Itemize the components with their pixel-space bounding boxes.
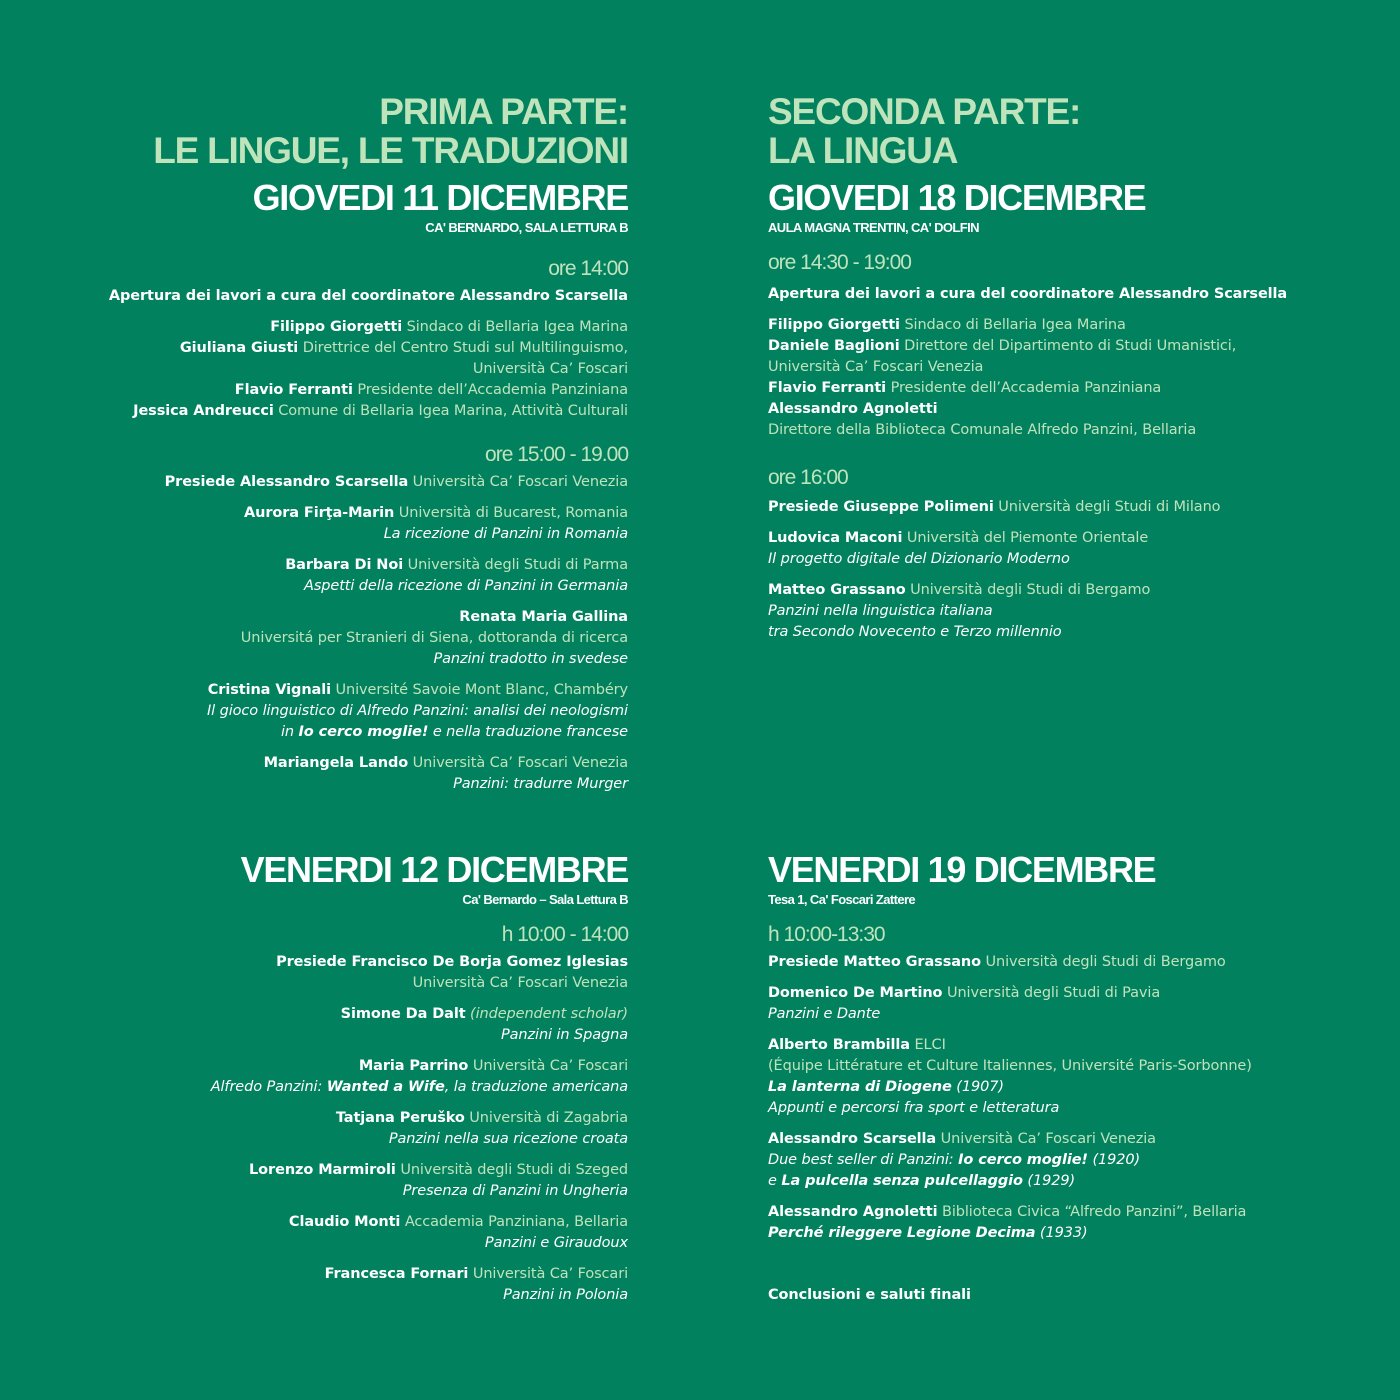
text: (1920) <box>1087 1152 1141 1168</box>
talk-item <box>211 1108 628 1150</box>
part-two-section <box>768 92 1287 643</box>
talk-item <box>768 1202 1252 1244</box>
text: in <box>280 724 299 740</box>
text: Due best seller di Panzini: <box>768 1152 959 1168</box>
talk-item <box>109 607 628 670</box>
talk-title: Panzini e Giraudoux <box>484 1235 628 1251</box>
talk-item <box>211 1056 628 1098</box>
part-two-title <box>768 92 1287 170</box>
chair-name: Presiede Alessandro Scarsella <box>164 474 409 490</box>
session-time: h 10:00-13:30 <box>768 923 885 946</box>
book-title: Wanted a Wife <box>326 1079 445 1095</box>
opening-block <box>109 286 628 422</box>
affiliation-cont: Università Ca’ Foscari Venezia <box>768 359 984 375</box>
text: (1933) <box>1035 1225 1088 1241</box>
speaker-name: Claudio Monti <box>288 1214 401 1230</box>
talk-item <box>768 983 1252 1025</box>
speaker-name: Daniele Baglioni <box>768 338 900 354</box>
speaker-name: Tatjana Peruško <box>335 1110 465 1126</box>
opening-text: Apertura dei lavori a cura del coordinatore Alessandro Scarsella <box>108 288 628 304</box>
talk-title: La ricezione di Panzini in Romania <box>383 526 628 542</box>
talk-item <box>768 1129 1252 1192</box>
session-time: ore 15:00 - 19.00 <box>485 443 628 466</box>
talk-title: Il gioco linguistico di Alfredo Panzini: analisi dei neologismi <box>207 703 628 719</box>
talk-item <box>109 680 628 743</box>
talk-item <box>211 1264 628 1306</box>
part-one-title-line2: LE LINGUE, LE TRADUZIONI <box>153 130 628 171</box>
affiliation: Sindaco di Bellaria Igea Marina <box>904 317 1126 333</box>
day-fri-12-section <box>211 850 628 1306</box>
affiliation: Biblioteca Civica “Alfredo Panzini”, Bellaria <box>941 1204 1247 1220</box>
talk-item <box>768 1035 1252 1119</box>
book-title: La pulcella senza pulcellaggio <box>781 1173 1023 1189</box>
speaker-name: Renata Maria Gallina <box>459 609 628 625</box>
day-heading-thu-18: GIOVEDI 18 DICEMBRE <box>768 177 1146 218</box>
talk-title-cont: tra Secondo Novecento e Terzo millennio <box>768 624 1062 640</box>
part-two-title-line2: LA LINGUA <box>768 130 958 171</box>
talk-item <box>211 1004 628 1046</box>
chair-item <box>768 952 1252 973</box>
talk-title: Panzini nella linguistica italiana <box>768 603 993 619</box>
affiliation: Universitá per Stranieri di Siena, dottoranda di ricerca <box>240 630 628 646</box>
speaker-name: Alessandro Agnoletti <box>768 401 938 417</box>
talk-title: Presenza di Panzini in Ungheria <box>402 1183 628 1199</box>
speaker-name: Filippo Giorgetti <box>270 319 403 335</box>
affiliation: Università degli Studi di Pavia <box>946 985 1161 1001</box>
text: , la traduzione americana <box>444 1079 628 1095</box>
book-title: La lanterna di Diogene <box>768 1079 952 1095</box>
talk-item <box>109 555 628 597</box>
affiliation-cont: Università Ca’ Foscari <box>472 361 628 377</box>
speaker-name: Alessandro Agnoletti <box>768 1204 938 1220</box>
greeting-item <box>109 317 628 338</box>
speaker-name: Giuliana Giusti <box>179 340 299 356</box>
talk-item <box>768 528 1287 570</box>
venue: Ca' Bernardo – Sala Lettura B <box>462 892 628 907</box>
speaker-name: Cristina Vignali <box>207 682 331 698</box>
affiliation: Università degli Studi di Milano <box>998 499 1221 515</box>
affiliation: Università degli Studi di Bergamo <box>910 582 1151 598</box>
speaker-name: Maria Parrino <box>358 1058 469 1074</box>
book-title: Io cerco moglie! <box>298 724 429 740</box>
speaker-name: Filippo Giorgetti <box>768 317 900 333</box>
speaker-name: Alessandro Scarsella <box>768 1131 937 1147</box>
talk-title-cont <box>109 722 628 743</box>
text: (1907) <box>951 1079 1004 1095</box>
session-time: ore 14:30 - 19:00 <box>768 251 911 274</box>
affiliation: Università di Bucarest, Romania <box>398 505 628 521</box>
talk-title: Panzini in Spagna <box>501 1027 628 1043</box>
part-one-title-line1: PRIMA PARTE: <box>379 91 628 132</box>
affiliation: Presidente dell’Accademia Panziniana <box>890 380 1162 396</box>
affiliation: Università Ca’ Foscari <box>472 1266 628 1282</box>
talk-title: Aspetti della ricezione di Panzini in Germania <box>304 578 628 594</box>
speaker-name: Francesca Fornari <box>324 1266 469 1282</box>
day-heading-fri-12: VENERDI 12 DICEMBRE <box>240 849 628 890</box>
speaker-name: Flavio Ferranti <box>234 382 353 398</box>
greeting-item <box>768 336 1287 357</box>
closing-text: Conclusioni e saluti finali <box>768 1287 971 1303</box>
talk-title <box>768 1150 1252 1171</box>
session-time: h 10:00 - 14:00 <box>501 923 628 946</box>
affiliation: Comune di Bellaria Igea Marina, Attività Culturali <box>278 403 628 419</box>
session-time: ore 16:00 <box>768 466 848 489</box>
affiliation: Direttrice del Centro Studi sul Multilinguismo, <box>302 340 628 356</box>
affiliation: Università degli Studi di Bergamo <box>985 954 1226 970</box>
talk-title <box>211 1077 628 1098</box>
affiliation: Università Ca’ Foscari Venezia <box>412 975 628 991</box>
text: (1929) <box>1022 1173 1075 1189</box>
speaker-name: Barbara Di Noi <box>285 557 404 573</box>
greeting-item <box>109 380 628 401</box>
talk-item <box>211 1212 628 1254</box>
affiliation: ELCI <box>914 1037 946 1053</box>
venue: Tesa 1, Ca' Foscari Zattere <box>768 892 916 907</box>
affiliation: Università degli Studi di Szeged <box>400 1162 628 1178</box>
affiliation: Direttore della Biblioteca Comunale Alfredo Panzini, Bellaria <box>768 422 1197 438</box>
part-one-title <box>109 92 628 170</box>
talk-title: Il progetto digitale del Dizionario Moderno <box>768 551 1070 567</box>
affiliation: (independent scholar) <box>470 1006 628 1022</box>
chair-item <box>768 497 1287 518</box>
chair-item <box>109 472 628 493</box>
greeting-item <box>109 401 628 422</box>
talks-block <box>109 472 628 795</box>
day-heading-thu-11: GIOVEDI 11 DICEMBRE <box>252 177 628 218</box>
greeting-item <box>768 378 1287 399</box>
talks-block <box>768 952 1252 1306</box>
book-title: Io cerco moglie! <box>958 1152 1088 1168</box>
opening-text: Apertura dei lavori a cura del coordinatore Alessandro Scarsella <box>768 286 1288 302</box>
part-one-section <box>109 92 628 795</box>
talk-title: Panzini: tradurre Murger <box>453 776 628 792</box>
speaker-name: Ludovica Maconi <box>768 530 903 546</box>
talk-item <box>109 753 628 795</box>
opening-block <box>768 284 1287 441</box>
talk-title-cont: Appunti e percorsi fra sport e letteratura <box>768 1100 1060 1116</box>
speaker-name: Simone Da Dalt <box>340 1006 466 1022</box>
greeting-item <box>768 315 1287 336</box>
text: e <box>768 1173 782 1189</box>
talk-title: Panzini in Polonia <box>503 1287 628 1303</box>
chair-name: Presiede Giuseppe Polimeni <box>768 499 994 515</box>
talk-title <box>768 1223 1252 1244</box>
book-title: Perché rileggere Legione Decima <box>768 1225 1036 1241</box>
affiliation: Università di Zagabria <box>469 1110 628 1126</box>
talk-item <box>768 580 1287 643</box>
talk-title: Panzini tradotto in svedese <box>433 651 628 667</box>
day-heading-fri-19: VENERDI 19 DICEMBRE <box>768 849 1156 890</box>
day-fri-19-section <box>768 850 1252 1306</box>
greeting-item <box>109 338 628 359</box>
venue: CA' BERNARDO, SALA LETTURA B <box>425 220 628 235</box>
talks-block <box>768 497 1287 643</box>
affiliation: Università degli Studi di Parma <box>407 557 628 573</box>
text: Alfredo Panzini: <box>210 1079 327 1095</box>
session-time: ore 14:00 <box>548 257 628 280</box>
talk-title-cont <box>768 1171 1252 1192</box>
talk-title: Panzini e Dante <box>768 1006 881 1022</box>
part-two-title-line1: SECONDA PARTE: <box>768 91 1081 132</box>
speaker-name: Jessica Andreucci <box>133 403 274 419</box>
chair-name: Presiede Francisco De Borja Gomez Iglesias <box>276 954 628 970</box>
talks-block <box>211 952 628 1306</box>
affiliation: Università Ca’ Foscari Venezia <box>412 474 628 490</box>
speaker-name: Matteo Grassano <box>768 582 906 598</box>
affiliation: Università del Piemonte Orientale <box>906 530 1149 546</box>
affiliation: Università Ca’ Foscari Venezia <box>940 1131 1156 1147</box>
speaker-name: Alberto Brambilla <box>768 1037 910 1053</box>
speaker-name: Aurora Firţa-Marin <box>243 505 395 521</box>
speaker-name: Mariangela Lando <box>263 755 409 771</box>
affiliation: Sindaco di Bellaria Igea Marina <box>406 319 628 335</box>
affiliation-cont: (Équipe Littérature et Culture Italiennes, Université Paris-Sorbonne) <box>768 1058 1252 1074</box>
talk-item <box>211 1160 628 1202</box>
affiliation: Presidente dell’Accademia Panziniana <box>357 382 628 398</box>
affiliation: Università Ca’ Foscari <box>472 1058 628 1074</box>
speaker-name: Domenico De Martino <box>768 985 943 1001</box>
chair-name: Presiede Matteo Grassano <box>768 954 981 970</box>
affiliation: Direttore del Dipartimento di Studi Umanistici, <box>904 338 1237 354</box>
talk-title: Panzini nella sua ricezione croata <box>388 1131 628 1147</box>
speaker-name: Flavio Ferranti <box>768 380 887 396</box>
talk-title <box>768 1077 1252 1098</box>
speaker-name: Lorenzo Marmiroli <box>249 1162 396 1178</box>
text: e nella traduzione francese <box>428 724 628 740</box>
affiliation: Università Ca’ Foscari Venezia <box>412 755 628 771</box>
talk-item <box>109 503 628 545</box>
affiliation: Accademia Panziniana, Bellaria <box>404 1214 628 1230</box>
affiliation: Université Savoie Mont Blanc, Chambéry <box>335 682 628 698</box>
venue: AULA MAGNA TRENTIN, CA' DOLFIN <box>768 220 979 235</box>
